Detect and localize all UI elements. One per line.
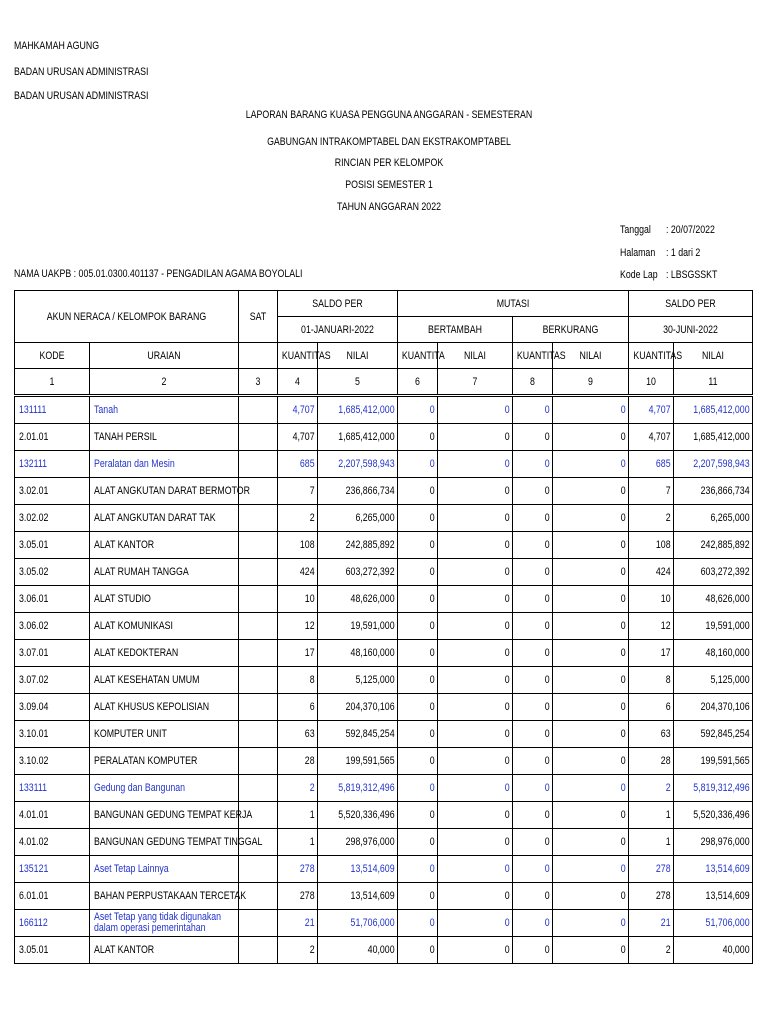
header-saldo-awal-date: 01-JANUARI-2022 [278, 317, 398, 343]
cell-nilai-akhir: 298,976,000 [674, 829, 753, 856]
header-nilai-awal: NILAI [318, 343, 398, 369]
cell-kuantitas-akhir: 685 [629, 451, 674, 478]
cell-sat [239, 396, 278, 424]
cell-kuantitas-bertambah: 0 [398, 640, 438, 667]
cell-sat [239, 775, 278, 802]
cell-kuantitas-berkurang: 0 [513, 505, 553, 532]
table-row [15, 640, 753, 667]
cell-sat [239, 937, 278, 964]
cell-kuantitas-berkurang: 0 [513, 667, 553, 694]
cell-nilai-bertambah: 0 [438, 613, 513, 640]
cell-kuantitas-berkurang: 0 [513, 937, 553, 964]
cell-nilai-akhir: 48,626,000 [674, 586, 753, 613]
table-row [15, 532, 753, 559]
table-row [15, 721, 753, 748]
cell-kode: 3.06.02 [15, 613, 90, 640]
cell-uraian: TANAH PERSIL [90, 424, 239, 451]
cell-kuantitas-bertambah: 0 [398, 856, 438, 883]
header-kuantitas-awal: KUANTITAS [278, 343, 318, 369]
cell-nilai-akhir: 13,514,609 [674, 856, 753, 883]
cell-kuantitas-akhir: 108 [629, 532, 674, 559]
cell-kuantitas-bertambah: 0 [398, 694, 438, 721]
cell-kuantitas-bertambah: 0 [398, 775, 438, 802]
cell-kuantitas-awal: 4,707 [278, 424, 318, 451]
cell-nilai-berkurang: 0 [553, 721, 629, 748]
cell-nilai-awal: 13,514,609 [318, 856, 398, 883]
cell-nilai-berkurang: 0 [553, 396, 629, 424]
tanggal-label: Tanggal [620, 224, 651, 236]
cell-nilai-bertambah: 0 [438, 829, 513, 856]
cell-nilai-awal: 1,685,412,000 [318, 396, 398, 424]
cell-kuantitas-awal: 63 [278, 721, 318, 748]
cell-kuantitas-berkurang: 0 [513, 640, 553, 667]
cell-sat [239, 748, 278, 775]
header-kode: KODE [15, 343, 90, 369]
cell-kuantitas-akhir: 424 [629, 559, 674, 586]
cell-sat [239, 721, 278, 748]
cell-kuantitas-bertambah: 0 [398, 748, 438, 775]
header-kuantita-bertambah: KUANTITA [398, 343, 438, 369]
report-title-3: RINCIAN PER KELOMPOK [334, 157, 444, 169]
cell-nilai-awal: 5,819,312,496 [318, 775, 398, 802]
cell-kuantitas-berkurang: 0 [513, 478, 553, 505]
kodelap-value: : LBSGSSKT [666, 269, 718, 281]
cell-kuantitas-awal: 1 [278, 829, 318, 856]
header-berkurang: BERKURANG [513, 317, 629, 343]
cell-kuantitas-berkurang: 0 [513, 721, 553, 748]
table-row [15, 478, 753, 505]
cell-kuantitas-bertambah: 0 [398, 883, 438, 910]
header-nilai-akhir: NILAI [674, 343, 753, 369]
cell-kuantitas-bertambah: 0 [398, 559, 438, 586]
cell-nilai-awal: 204,370,106 [318, 694, 398, 721]
org-line-2: BADAN URUSAN ADMINISTRASI [14, 66, 149, 78]
cell-uraian: Peralatan dan Mesin [90, 451, 239, 478]
cell-sat [239, 424, 278, 451]
cell-kuantitas-awal: 8 [278, 667, 318, 694]
cell-nilai-bertambah: 0 [438, 883, 513, 910]
cell-nilai-berkurang: 0 [553, 829, 629, 856]
cell-nilai-awal: 603,272,392 [318, 559, 398, 586]
cell-kuantitas-bertambah: 0 [398, 424, 438, 451]
cell-nilai-bertambah: 0 [438, 640, 513, 667]
cell-uraian: BANGUNAN GEDUNG TEMPAT TINGGAL [90, 829, 239, 856]
cell-kode: 3.02.02 [15, 505, 90, 532]
cell-nilai-akhir: 1,685,412,000 [674, 396, 753, 424]
table-row [15, 829, 753, 856]
cell-nilai-bertambah: 0 [438, 532, 513, 559]
cell-kode: 132111 [15, 451, 90, 478]
header-akun: AKUN NERACA / KELOMPOK BARANG [15, 291, 239, 343]
cell-kuantitas-berkurang: 0 [513, 396, 553, 424]
cell-nilai-awal: 1,685,412,000 [318, 424, 398, 451]
table-group-row [15, 910, 753, 937]
cell-kode: 4.01.01 [15, 802, 90, 829]
halaman-value: : 1 dari 2 [666, 247, 701, 259]
column-number-row [15, 369, 753, 396]
cell-nilai-bertambah: 0 [438, 451, 513, 478]
uakpb-name: NAMA UAKPB : 005.01.0300.401137 - PENGADILAN AGAMA BOYOLALI [14, 268, 303, 280]
header-nilai-bertambah: NILAI [438, 343, 513, 369]
cell-nilai-berkurang: 0 [553, 559, 629, 586]
table-row [15, 667, 753, 694]
cell-nilai-bertambah: 0 [438, 910, 513, 937]
cell-nilai-akhir: 13,514,609 [674, 883, 753, 910]
cell-sat [239, 586, 278, 613]
header-sat-blank [239, 343, 278, 369]
cell-nilai-bertambah: 0 [438, 721, 513, 748]
report-title-1: LAPORAN BARANG KUASA PENGGUNA ANGGARAN - SEMESTERAN [245, 109, 533, 121]
cell-nilai-bertambah: 0 [438, 802, 513, 829]
cell-kuantitas-berkurang: 0 [513, 613, 553, 640]
cell-nilai-awal: 592,845,254 [318, 721, 398, 748]
cell-nilai-berkurang: 0 [553, 856, 629, 883]
cell-nilai-bertambah: 0 [438, 396, 513, 424]
cell-nilai-akhir: 603,272,392 [674, 559, 753, 586]
cell-kuantitas-awal: 12 [278, 613, 318, 640]
table-header [15, 291, 753, 396]
header-saldo-awal: SALDO PER [278, 291, 398, 317]
cell-uraian: BAHAN PERPUSTAKAAN TERCETAK [90, 883, 239, 910]
cell-sat [239, 451, 278, 478]
cell-kode: 133111 [15, 775, 90, 802]
cell-nilai-berkurang: 0 [553, 802, 629, 829]
cell-kuantitas-akhir: 2 [629, 775, 674, 802]
cell-uraian: ALAT KOMUNIKASI [90, 613, 239, 640]
cell-kuantitas-akhir: 278 [629, 856, 674, 883]
cell-uraian: ALAT RUMAH TANGGA [90, 559, 239, 586]
cell-nilai-bertambah: 0 [438, 694, 513, 721]
cell-nilai-akhir: 6,265,000 [674, 505, 753, 532]
cell-uraian: ALAT STUDIO [90, 586, 239, 613]
cell-uraian: BANGUNAN GEDUNG TEMPAT KERJA [90, 802, 239, 829]
cell-nilai-berkurang: 0 [553, 640, 629, 667]
cell-kuantitas-awal: 1 [278, 802, 318, 829]
cell-uraian: ALAT ANGKUTAN DARAT BERMOTOR [90, 478, 239, 505]
cell-kuantitas-akhir: 1 [629, 829, 674, 856]
cell-kuantitas-bertambah: 0 [398, 937, 438, 964]
header-kuantitas-akhir: KUANTITAS [629, 343, 674, 369]
cell-kuantitas-bertambah: 0 [398, 829, 438, 856]
cell-uraian: ALAT KANTOR [90, 532, 239, 559]
cell-kuantitas-awal: 6 [278, 694, 318, 721]
cell-nilai-berkurang: 0 [553, 694, 629, 721]
table-row [15, 748, 753, 775]
cell-kuantitas-akhir: 6 [629, 694, 674, 721]
cell-sat [239, 613, 278, 640]
cell-kuantitas-awal: 10 [278, 586, 318, 613]
table-row [15, 586, 753, 613]
cell-uraian: Aset Tetap Lainnya [90, 856, 239, 883]
cell-kode: 3.10.01 [15, 721, 90, 748]
cell-nilai-bertambah: 0 [438, 478, 513, 505]
cell-kuantitas-bertambah: 0 [398, 451, 438, 478]
header-uraian: URAIAN [90, 343, 239, 369]
cell-nilai-awal: 5,520,336,496 [318, 802, 398, 829]
cell-nilai-berkurang: 0 [553, 910, 629, 937]
cell-kuantitas-akhir: 4,707 [629, 396, 674, 424]
cell-kuantitas-berkurang: 0 [513, 829, 553, 856]
cell-nilai-awal: 48,626,000 [318, 586, 398, 613]
cell-kode: 3.07.02 [15, 667, 90, 694]
cell-nilai-akhir: 40,000 [674, 937, 753, 964]
table-row [15, 424, 753, 451]
cell-kode: 3.06.01 [15, 586, 90, 613]
cell-uraian: KOMPUTER UNIT [90, 721, 239, 748]
cell-nilai-bertambah: 0 [438, 748, 513, 775]
cell-nilai-awal: 236,866,734 [318, 478, 398, 505]
cell-nilai-akhir: 5,819,312,496 [674, 775, 753, 802]
cell-kuantitas-berkurang: 0 [513, 532, 553, 559]
cell-uraian: Gedung dan Bangunan [90, 775, 239, 802]
cell-sat [239, 910, 278, 937]
column-number: 6 [415, 375, 420, 388]
cell-uraian: Tanah [90, 396, 239, 424]
cell-kuantitas-bertambah: 0 [398, 478, 438, 505]
cell-nilai-akhir: 5,125,000 [674, 667, 753, 694]
cell-nilai-berkurang: 0 [553, 613, 629, 640]
cell-kuantitas-berkurang: 0 [513, 856, 553, 883]
cell-uraian: ALAT KESEHATAN UMUM [90, 667, 239, 694]
header-sat: SAT [239, 291, 278, 343]
cell-nilai-berkurang: 0 [553, 775, 629, 802]
cell-nilai-berkurang: 0 [553, 532, 629, 559]
cell-nilai-akhir: 19,591,000 [674, 613, 753, 640]
cell-nilai-berkurang: 0 [553, 937, 629, 964]
column-number: 10 [646, 375, 656, 388]
cell-kuantitas-berkurang: 0 [513, 883, 553, 910]
cell-sat [239, 667, 278, 694]
tanggal-value: : 20/07/2022 [666, 224, 715, 236]
cell-kuantitas-akhir: 4,707 [629, 424, 674, 451]
cell-kuantitas-awal: 21 [278, 910, 318, 937]
cell-kuantitas-akhir: 1 [629, 802, 674, 829]
report-title-5: TAHUN ANGGARAN 2022 [336, 201, 441, 213]
header-saldo-akhir: SALDO PER [629, 291, 753, 317]
table-row [15, 802, 753, 829]
cell-kuantitas-awal: 424 [278, 559, 318, 586]
cell-nilai-awal: 5,125,000 [318, 667, 398, 694]
cell-kuantitas-awal: 2 [278, 937, 318, 964]
cell-kode: 3.05.02 [15, 559, 90, 586]
cell-kuantitas-berkurang: 0 [513, 802, 553, 829]
cell-nilai-awal: 2,207,598,943 [318, 451, 398, 478]
cell-nilai-awal: 242,885,892 [318, 532, 398, 559]
cell-nilai-berkurang: 0 [553, 478, 629, 505]
cell-kuantitas-berkurang: 0 [513, 424, 553, 451]
cell-nilai-awal: 40,000 [318, 937, 398, 964]
cell-kuantitas-berkurang: 0 [513, 559, 553, 586]
cell-nilai-akhir: 51,706,000 [674, 910, 753, 937]
cell-nilai-akhir: 1,685,412,000 [674, 424, 753, 451]
cell-kuantitas-akhir: 8 [629, 667, 674, 694]
cell-kuantitas-awal: 278 [278, 856, 318, 883]
cell-uraian: ALAT KHUSUS KEPOLISIAN [90, 694, 239, 721]
cell-kuantitas-awal: 17 [278, 640, 318, 667]
cell-uraian: Aset Tetap yang tidak digunakan dalam operasi pemerintahan [90, 910, 239, 937]
cell-nilai-akhir: 5,520,336,496 [674, 802, 753, 829]
cell-nilai-awal: 19,591,000 [318, 613, 398, 640]
cell-kuantitas-awal: 108 [278, 532, 318, 559]
column-number: 8 [530, 375, 535, 388]
cell-kuantitas-berkurang: 0 [513, 694, 553, 721]
report-title-2: GABUNGAN INTRAKOMPTABEL DAN EKSTRAKOMPTABEL [267, 136, 511, 148]
cell-sat [239, 856, 278, 883]
cell-nilai-akhir: 199,591,565 [674, 748, 753, 775]
cell-nilai-awal: 6,265,000 [318, 505, 398, 532]
cell-kuantitas-bertambah: 0 [398, 910, 438, 937]
cell-nilai-bertambah: 0 [438, 586, 513, 613]
cell-kuantitas-akhir: 2 [629, 937, 674, 964]
cell-nilai-akhir: 242,885,892 [674, 532, 753, 559]
column-number: 3 [255, 375, 261, 388]
cell-nilai-berkurang: 0 [553, 883, 629, 910]
cell-kuantitas-berkurang: 0 [513, 586, 553, 613]
column-number: 9 [588, 375, 593, 388]
cell-sat [239, 505, 278, 532]
cell-nilai-berkurang: 0 [553, 748, 629, 775]
cell-kuantitas-berkurang: 0 [513, 451, 553, 478]
cell-kode: 4.01.02 [15, 829, 90, 856]
column-number: 7 [472, 375, 478, 388]
table-row [15, 883, 753, 910]
cell-kuantitas-awal: 7 [278, 478, 318, 505]
cell-kuantitas-bertambah: 0 [398, 802, 438, 829]
cell-nilai-bertambah: 0 [438, 856, 513, 883]
cell-kode: 166112 [15, 910, 90, 937]
cell-kode: 2.01.01 [15, 424, 90, 451]
cell-kuantitas-awal: 278 [278, 883, 318, 910]
table-group-row [15, 856, 753, 883]
cell-kuantitas-bertambah: 0 [398, 396, 438, 424]
cell-nilai-akhir: 236,866,734 [674, 478, 753, 505]
table-row [15, 559, 753, 586]
cell-sat [239, 559, 278, 586]
cell-kuantitas-akhir: 12 [629, 613, 674, 640]
cell-nilai-bertambah: 0 [438, 775, 513, 802]
cell-kuantitas-akhir: 63 [629, 721, 674, 748]
cell-nilai-bertambah: 0 [438, 505, 513, 532]
cell-uraian: ALAT ANGKUTAN DARAT TAK [90, 505, 239, 532]
table-row [15, 694, 753, 721]
table-row [15, 505, 753, 532]
header-bertambah: BERTAMBAH [398, 317, 513, 343]
cell-kuantitas-bertambah: 0 [398, 532, 438, 559]
cell-nilai-awal: 48,160,000 [318, 640, 398, 667]
cell-nilai-awal: 298,976,000 [318, 829, 398, 856]
cell-kuantitas-bertambah: 0 [398, 505, 438, 532]
column-number: 1 [49, 375, 55, 388]
header-saldo-akhir-date: 30-JUNI-2022 [629, 317, 753, 343]
cell-kuantitas-akhir: 10 [629, 586, 674, 613]
cell-uraian: PERALATAN KOMPUTER [90, 748, 239, 775]
cell-kuantitas-akhir: 21 [629, 910, 674, 937]
header-mutasi: MUTASI [398, 291, 629, 317]
cell-kuantitas-akhir: 28 [629, 748, 674, 775]
header-nilai-berkurang: NILAI [553, 343, 629, 369]
cell-kode: 6.01.01 [15, 883, 90, 910]
cell-kuantitas-awal: 2 [278, 505, 318, 532]
cell-kuantitas-bertambah: 0 [398, 586, 438, 613]
table-row [15, 613, 753, 640]
cell-kode: 3.09.04 [15, 694, 90, 721]
table-body [15, 396, 753, 964]
cell-uraian: ALAT KEDOKTERAN [90, 640, 239, 667]
cell-kode: 131111 [15, 396, 90, 424]
cell-kuantitas-berkurang: 0 [513, 748, 553, 775]
report-title-4: POSISI SEMESTER 1 [345, 179, 433, 191]
table-group-row [15, 396, 753, 424]
cell-kode: 3.05.01 [15, 937, 90, 964]
cell-nilai-awal: 51,706,000 [318, 910, 398, 937]
header-kuantitas-berkurang: KUANTITAS [513, 343, 553, 369]
halaman-label: Halaman [620, 247, 656, 259]
cell-nilai-awal: 13,514,609 [318, 883, 398, 910]
column-number: 5 [355, 375, 360, 388]
cell-kuantitas-awal: 28 [278, 748, 318, 775]
cell-uraian: ALAT KANTOR [90, 937, 239, 964]
cell-nilai-awal: 199,591,565 [318, 748, 398, 775]
column-number: 2 [161, 375, 167, 388]
cell-nilai-berkurang: 0 [553, 451, 629, 478]
cell-nilai-akhir: 48,160,000 [674, 640, 753, 667]
cell-kode: 3.07.01 [15, 640, 90, 667]
cell-kode: 3.05.01 [15, 532, 90, 559]
cell-nilai-akhir: 2,207,598,943 [674, 451, 753, 478]
cell-nilai-berkurang: 0 [553, 667, 629, 694]
cell-kuantitas-awal: 685 [278, 451, 318, 478]
cell-nilai-berkurang: 0 [553, 505, 629, 532]
table-group-row [15, 451, 753, 478]
cell-nilai-bertambah: 0 [438, 424, 513, 451]
cell-nilai-bertambah: 0 [438, 667, 513, 694]
column-number: 11 [708, 375, 718, 388]
cell-nilai-berkurang: 0 [553, 424, 629, 451]
cell-kode: 3.10.02 [15, 748, 90, 775]
cell-nilai-berkurang: 0 [553, 586, 629, 613]
cell-kuantitas-awal: 2 [278, 775, 318, 802]
cell-nilai-bertambah: 0 [438, 559, 513, 586]
org-line-1: MAHKAMAH AGUNG [14, 40, 100, 52]
cell-kuantitas-akhir: 17 [629, 640, 674, 667]
cell-sat [239, 532, 278, 559]
cell-kuantitas-akhir: 2 [629, 505, 674, 532]
cell-kuantitas-akhir: 278 [629, 883, 674, 910]
cell-kuantitas-bertambah: 0 [398, 667, 438, 694]
column-number: 4 [295, 375, 300, 388]
cell-nilai-akhir: 204,370,106 [674, 694, 753, 721]
cell-kode: 135121 [15, 856, 90, 883]
report-table [14, 290, 753, 964]
cell-kuantitas-bertambah: 0 [398, 721, 438, 748]
table-group-row [15, 775, 753, 802]
cell-nilai-bertambah: 0 [438, 937, 513, 964]
cell-sat [239, 694, 278, 721]
kodelap-label: Kode Lap [620, 269, 658, 281]
cell-kuantitas-bertambah: 0 [398, 613, 438, 640]
cell-nilai-akhir: 592,845,254 [674, 721, 753, 748]
cell-kuantitas-berkurang: 0 [513, 910, 553, 937]
cell-kode: 3.02.01 [15, 478, 90, 505]
cell-sat [239, 640, 278, 667]
org-line-3: BADAN URUSAN ADMINISTRASI [14, 90, 149, 102]
cell-kuantitas-berkurang: 0 [513, 775, 553, 802]
cell-kuantitas-akhir: 7 [629, 478, 674, 505]
table-row [15, 937, 753, 964]
cell-kuantitas-awal: 4,707 [278, 396, 318, 424]
